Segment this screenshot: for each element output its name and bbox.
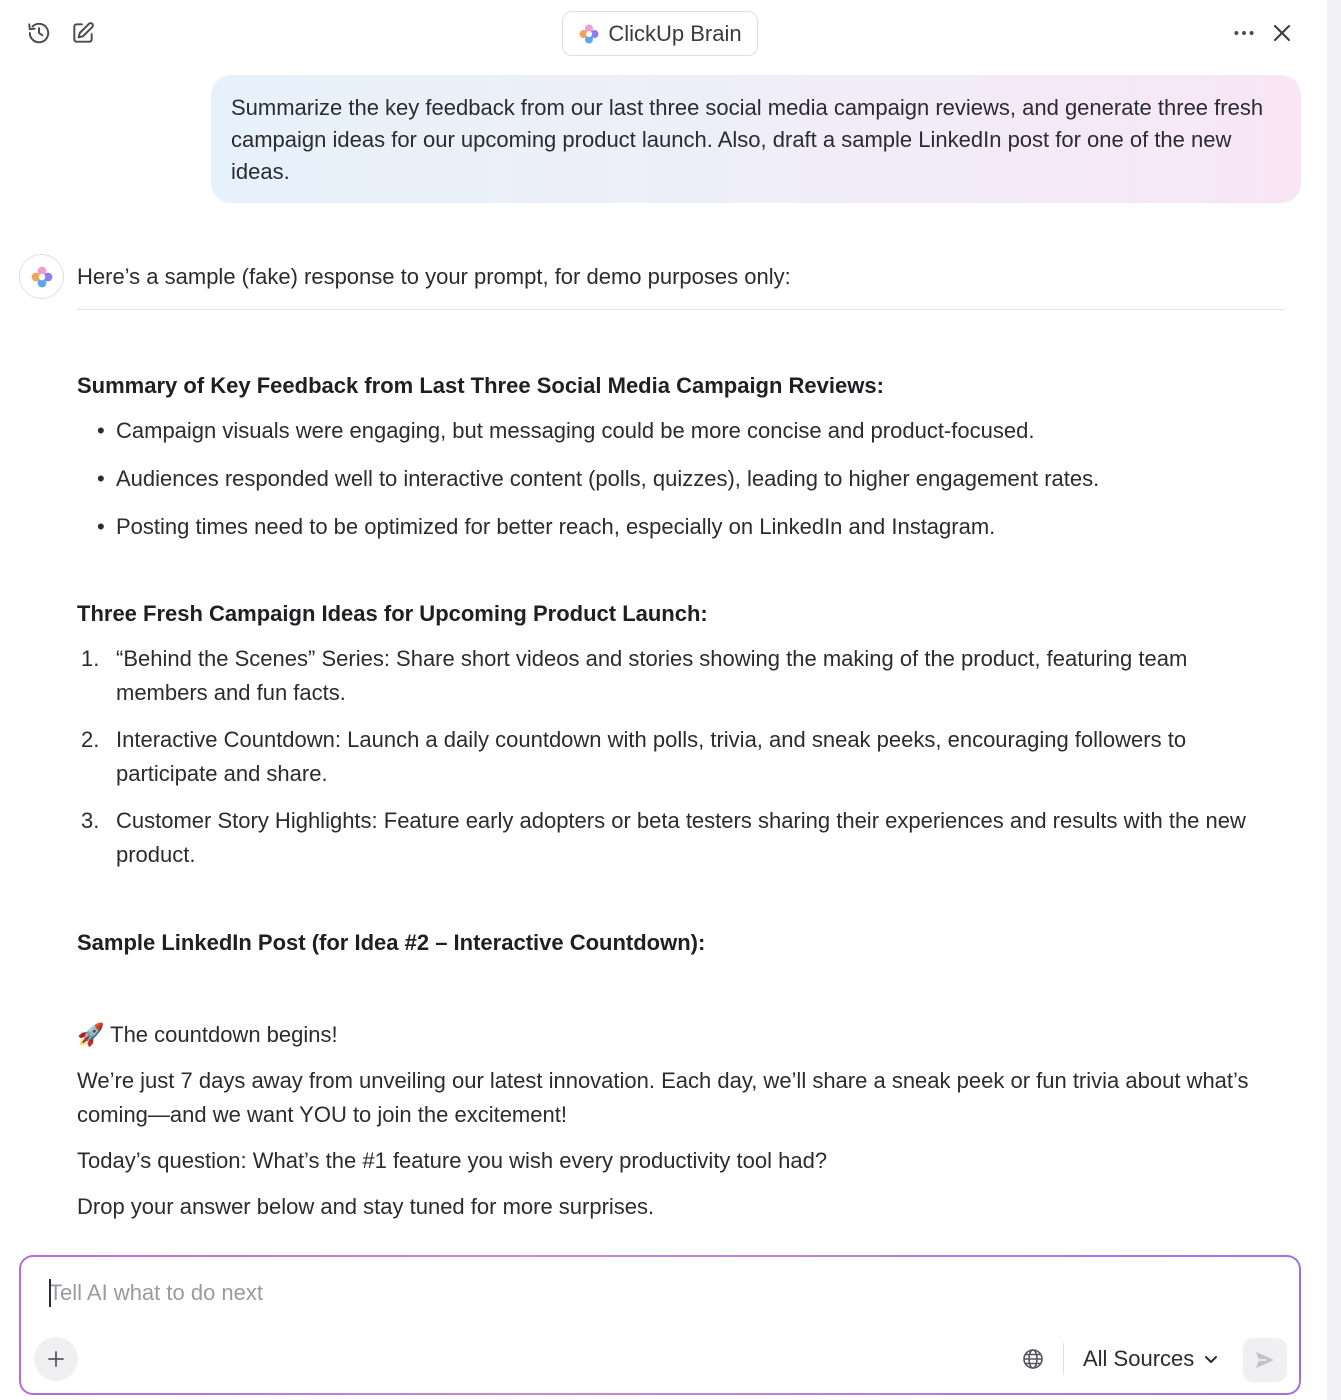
list-number: 2.: [81, 727, 100, 752]
user-message-bubble: [211, 75, 1301, 203]
response-intro: Here’s a sample (fake) response to your prompt, for demo purposes only:: [77, 264, 791, 289]
composer-inner: [21, 1257, 1299, 1393]
more-icon[interactable]: [1229, 18, 1259, 48]
list-item-text: Posting times need to be optimized for better reach, especially on LinkedIn and Instagram.: [116, 514, 996, 539]
list-item-text: Interactive Countdown: Launch a daily countdown with polls, trivia, and sneak peeks, encouraging followers to participate and share.: [116, 727, 1187, 786]
post-line-4: Drop your answer below and stay tuned for more surprises.: [77, 1194, 655, 1219]
post-line-1-text: The countdown begins!: [110, 1022, 338, 1047]
composer: [19, 1255, 1301, 1395]
list-item: [77, 642, 1277, 710]
rocket-icon: 🚀: [77, 1022, 105, 1047]
sources-dropdown[interactable]: [1083, 1343, 1220, 1375]
post-heading: Sample LinkedIn Post (for Idea #2 – Interactive Countdown):: [77, 930, 706, 955]
list-number: 3.: [81, 808, 100, 833]
user-message-text: Summarize the key feedback from our last three social media campaign reviews, and generate three fresh campaign ideas for our upcoming product launch. Also, draft a sample LinkedIn post for one of the new ideas.: [231, 95, 1264, 184]
list-item: [77, 804, 1277, 872]
chevron-down-icon: [1202, 1350, 1220, 1368]
list-number: 1.: [81, 646, 100, 671]
scrollbar[interactable]: [1327, 0, 1341, 1400]
clickup-brain-avatar-icon: [30, 265, 54, 289]
sources-label: All Sources: [1083, 1346, 1195, 1371]
list-item-text: Campaign visuals were engaging, but messaging could be more concise and product-focused.: [116, 418, 1035, 443]
prompt-input[interactable]: [49, 1277, 1149, 1309]
summary-heading: Summary of Key Feedback from Last Three Social Media Campaign Reviews:: [77, 373, 884, 398]
send-icon: [1253, 1348, 1277, 1372]
title-text: ClickUp Brain: [608, 20, 742, 46]
post-line-3: Today’s question: What’s the #1 feature you wish every productivity tool had?: [77, 1148, 828, 1173]
send-button[interactable]: [1243, 1338, 1287, 1382]
add-attachment-button[interactable]: [34, 1337, 78, 1381]
post-line-1: [77, 1018, 1277, 1052]
ideas-list: [77, 642, 1277, 885]
title-chip[interactable]: [562, 11, 758, 56]
ideas-heading: Three Fresh Campaign Ideas for Upcoming Product Launch:: [77, 601, 708, 626]
summary-list: [97, 416, 1277, 560]
list-item: • Audiences responded well to interactive content (polls, quizzes), leading to higher engagement rates.: [97, 464, 1277, 494]
close-icon[interactable]: [1267, 18, 1297, 48]
history-icon[interactable]: [24, 18, 54, 48]
list-item-text: Audiences responded well to interactive content (polls, quizzes), leading to higher engagement rates.: [116, 466, 1100, 491]
clickup-brain-logo-icon: [578, 23, 600, 45]
new-chat-icon[interactable]: [68, 18, 98, 48]
ai-avatar: [19, 254, 64, 299]
list-item: • Campaign visuals were engaging, but messaging could be more concise and product-focused.: [97, 416, 1277, 446]
globe-icon[interactable]: [1019, 1345, 1047, 1373]
list-item-text: Customer Story Highlights: Feature early adopters or beta testers sharing their experiences and results with the new product.: [116, 808, 1246, 867]
list-item-text: “Behind the Scenes” Series: Share short videos and stories showing the making of the product, featuring team members and fun facts.: [116, 646, 1188, 705]
plus-icon: [46, 1349, 66, 1369]
list-item: [77, 723, 1277, 791]
response-divider: [77, 309, 1284, 310]
composer-separator: [1063, 1343, 1064, 1375]
post-line-2: We’re just 7 days away from unveiling our latest innovation. Each day, we’ll share a sneak peek or fun trivia about what’s coming—and we want YOU to join the excitement!: [77, 1068, 1249, 1127]
list-item: • Posting times need to be optimized for better reach, especially on LinkedIn and Instagram.: [97, 512, 1277, 542]
text-caret: [49, 1279, 51, 1307]
